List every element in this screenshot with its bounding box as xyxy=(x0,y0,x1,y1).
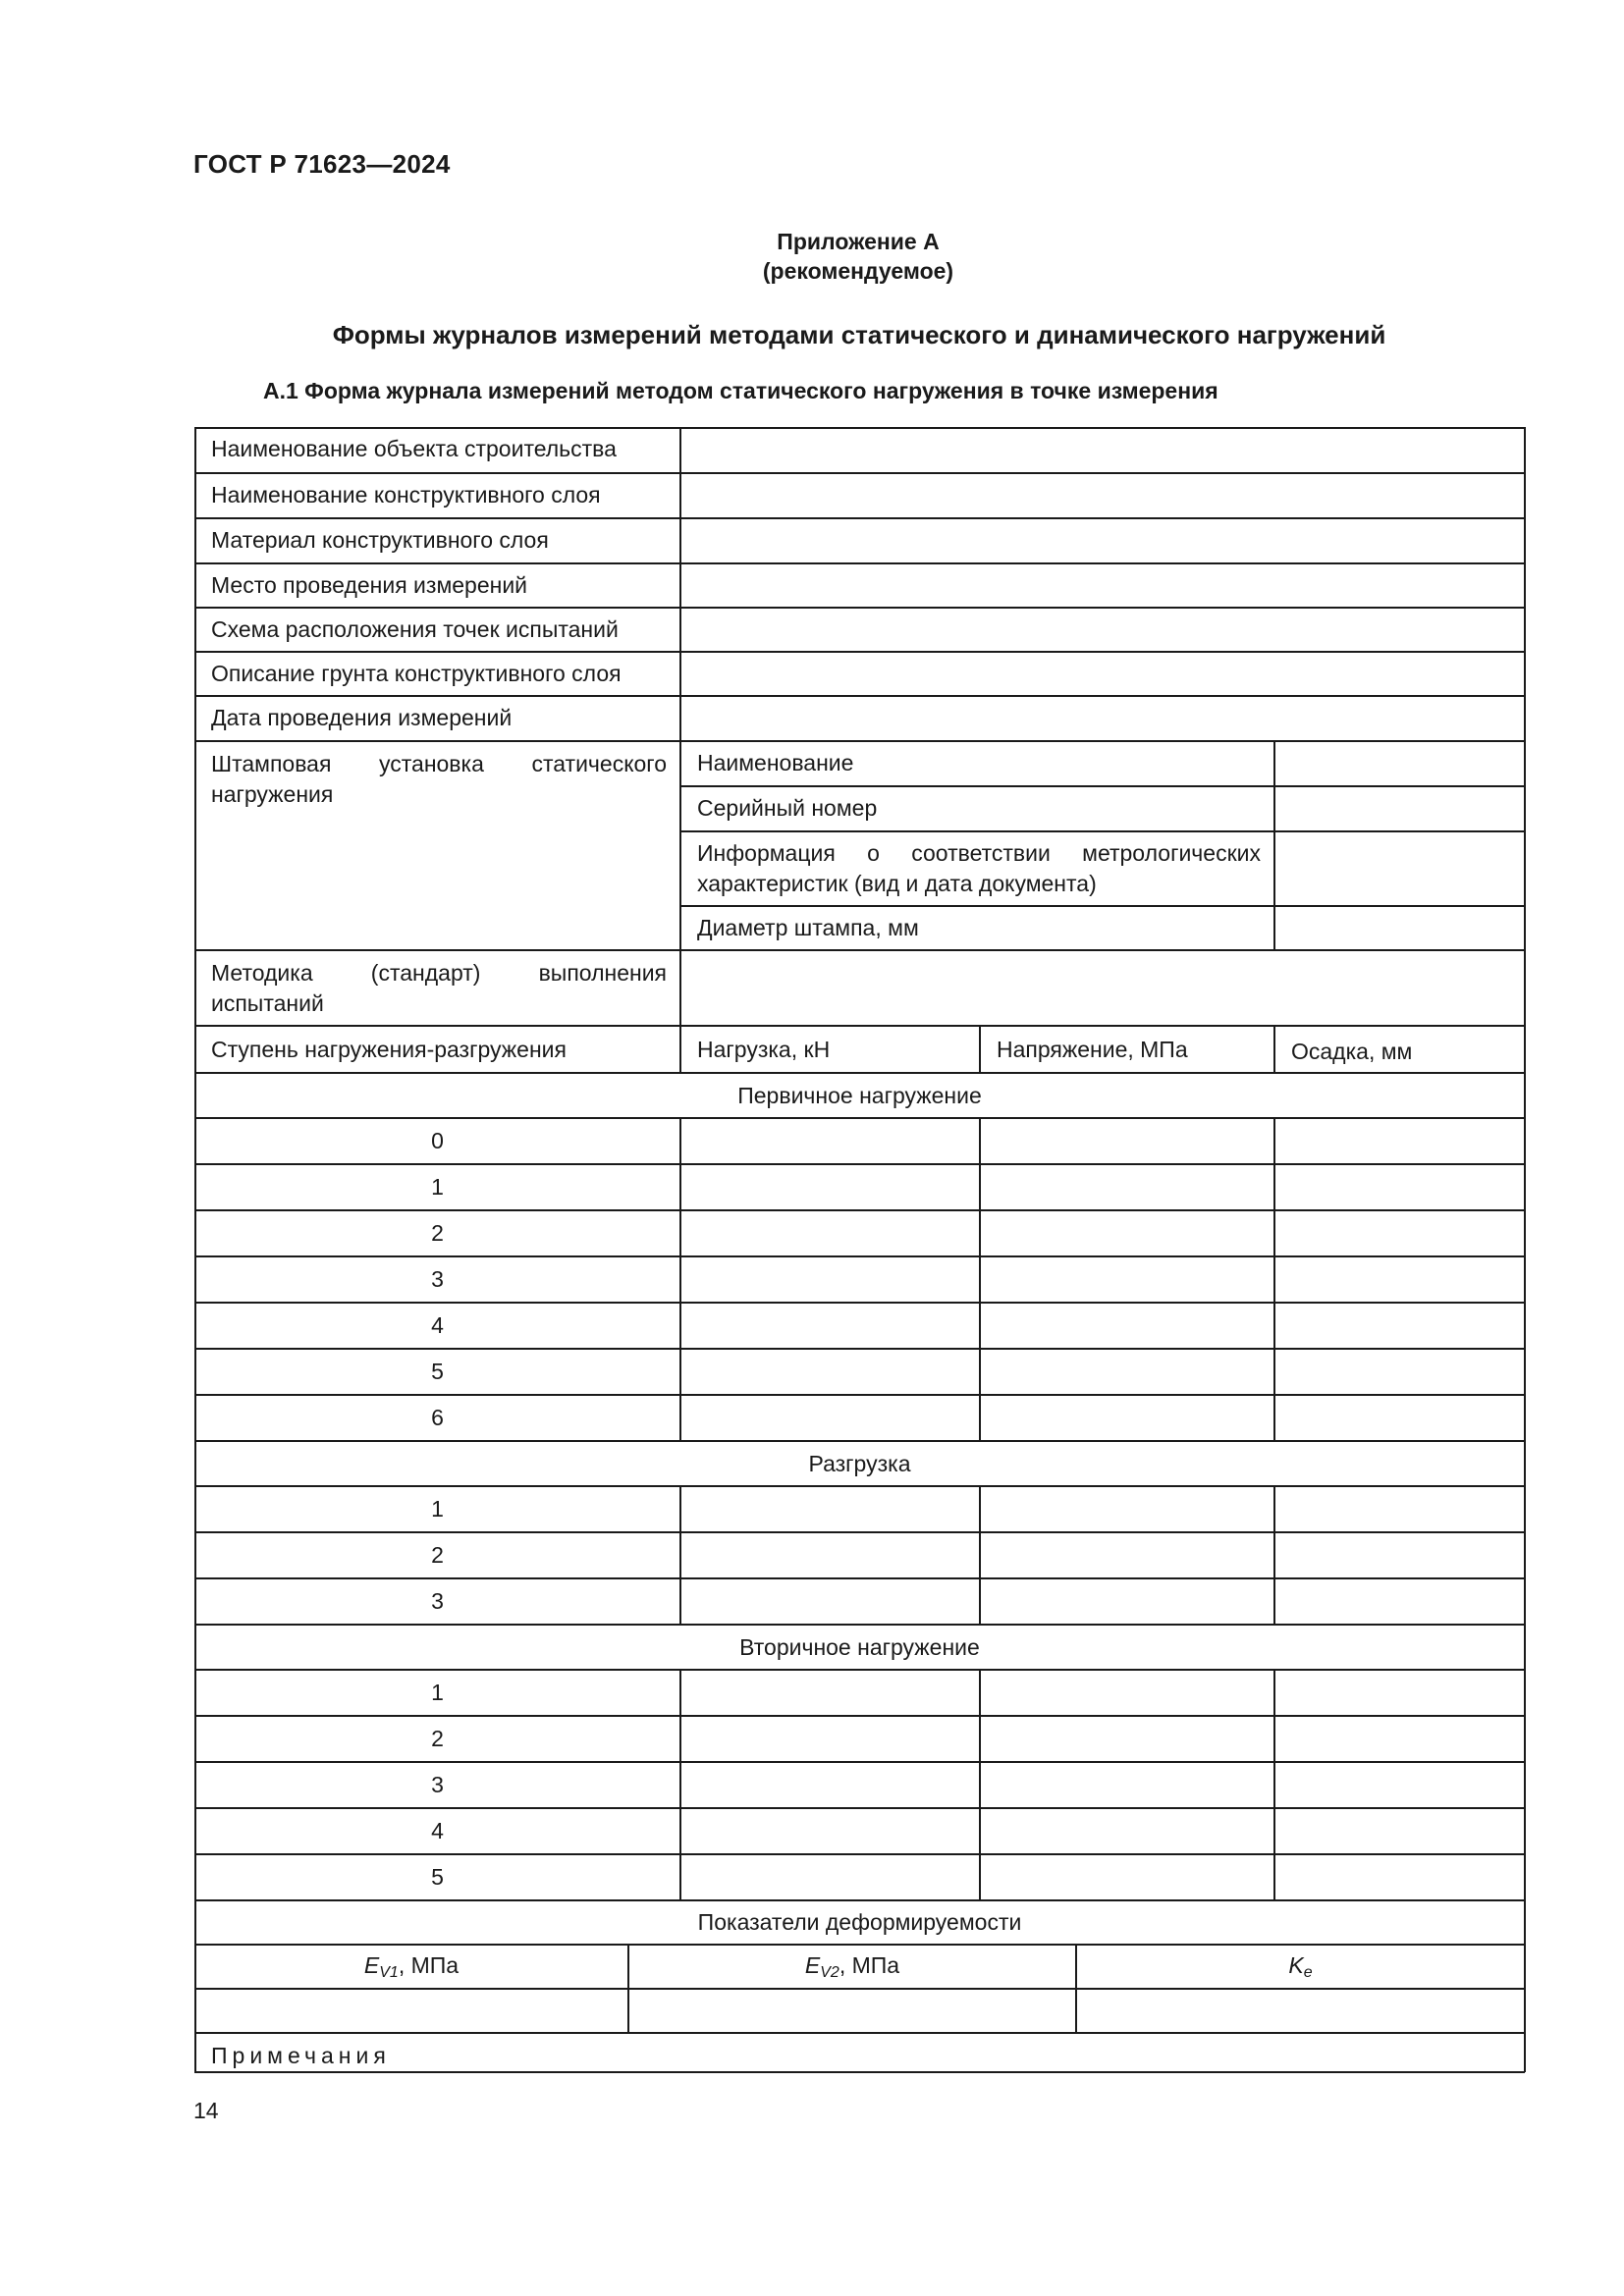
table-rule xyxy=(1273,1762,1275,1808)
table-rule xyxy=(1273,1486,1275,1532)
table-rule xyxy=(679,1808,681,1854)
step-number: 3 xyxy=(431,1772,444,1797)
load-field[interactable] xyxy=(680,1808,980,1854)
table-rule xyxy=(979,1210,981,1256)
table-rule xyxy=(679,1026,681,1073)
stamp-item-value-field[interactable] xyxy=(1274,831,1525,906)
settlement-field[interactable] xyxy=(1274,1118,1525,1164)
info-value-field[interactable] xyxy=(680,696,1525,741)
table-rule xyxy=(1273,1854,1275,1900)
symbol: E xyxy=(363,1952,380,1978)
info-label: Схема расположения точек испытаний xyxy=(211,616,619,642)
table-rule xyxy=(679,1349,681,1395)
symbol: E xyxy=(804,1952,821,1978)
table-rule xyxy=(194,1624,1525,1626)
table-rule xyxy=(1273,1716,1275,1762)
main-title: Формы журналов измерений методами статического и динамического нагружений xyxy=(332,320,1386,349)
page-number: 14 xyxy=(193,2098,219,2123)
stamp-item-label: Наименование xyxy=(697,750,854,775)
table-rule xyxy=(979,1670,981,1716)
table-rule xyxy=(979,1716,981,1762)
info-value-field[interactable] xyxy=(680,608,1525,652)
col-step-header: Ступень нагружения-разгружения xyxy=(211,1037,567,1062)
settlement-field[interactable] xyxy=(1274,1256,1525,1303)
table-rule xyxy=(194,1025,1525,1027)
table-rule xyxy=(1273,1532,1275,1578)
ev1-field[interactable] xyxy=(194,1989,628,2033)
ev2-field[interactable] xyxy=(628,1989,1076,2033)
symbol-subscript: e xyxy=(1303,1964,1313,1981)
table-rule xyxy=(979,1164,981,1210)
info-label: Место проведения измерений xyxy=(211,572,528,598)
stress-field[interactable] xyxy=(980,1716,1274,1762)
load-field[interactable] xyxy=(680,1486,980,1532)
stress-field[interactable] xyxy=(980,1164,1274,1210)
stamp-item-value-field[interactable] xyxy=(1274,906,1525,950)
step-number: 4 xyxy=(431,1312,444,1338)
table-rule xyxy=(979,1854,981,1900)
load-field[interactable] xyxy=(680,1303,980,1349)
table-rule xyxy=(979,1808,981,1854)
table-rule xyxy=(1273,1026,1275,1073)
stamp-item-label: Диаметр штампа, мм xyxy=(697,915,919,940)
info-value-field[interactable] xyxy=(680,473,1525,518)
settlement-field[interactable] xyxy=(1274,1762,1525,1808)
load-field[interactable] xyxy=(680,1256,980,1303)
symbol-subscript: V1 xyxy=(379,1964,399,1981)
step-number: 6 xyxy=(431,1405,444,1430)
table-rule xyxy=(679,1486,681,1532)
info-label: Наименование объекта строительства xyxy=(211,436,617,461)
settlement-field[interactable] xyxy=(1274,1670,1525,1716)
info-value-field[interactable] xyxy=(680,427,1525,473)
load-field[interactable] xyxy=(680,1395,980,1441)
stress-field[interactable] xyxy=(980,1256,1274,1303)
settlement-field[interactable] xyxy=(1274,1578,1525,1625)
table-rule xyxy=(979,1303,981,1349)
document-code: ГОСТ Р 71623—2024 xyxy=(193,149,451,179)
table-rule xyxy=(979,1026,981,1073)
settlement-field[interactable] xyxy=(1274,1532,1525,1578)
stress-field[interactable] xyxy=(980,1349,1274,1395)
load-field[interactable] xyxy=(680,1349,980,1395)
unit: , МПа xyxy=(398,1952,460,1978)
ev2-header xyxy=(628,1950,1076,1988)
table-rule xyxy=(1273,1395,1275,1441)
section-title-secondary: Вторичное нагружение xyxy=(739,1634,980,1660)
step-number: 4 xyxy=(431,1818,444,1843)
step-number: 0 xyxy=(431,1128,444,1153)
stamp-item-label: Информация о соответствии метрологических характеристик (вид и дата документа) xyxy=(697,840,1261,896)
table-rule xyxy=(679,1210,681,1256)
table-rule xyxy=(1273,1578,1275,1625)
settlement-field[interactable] xyxy=(1274,1303,1525,1349)
step-number: 2 xyxy=(431,1220,444,1246)
stress-field[interactable] xyxy=(980,1210,1274,1256)
stress-field[interactable] xyxy=(980,1532,1274,1578)
load-field[interactable] xyxy=(680,1210,980,1256)
annex-status: (рекомендуемое) xyxy=(762,258,954,284)
step-number: 1 xyxy=(431,1174,444,1200)
info-label: Наименование конструктивного слоя xyxy=(211,482,601,507)
step-number: 5 xyxy=(431,1864,444,1890)
table-rule xyxy=(679,1762,681,1808)
info-value-field[interactable] xyxy=(680,518,1525,563)
info-label: Материал конструктивного слоя xyxy=(211,527,549,553)
stress-field[interactable] xyxy=(980,1670,1274,1716)
settlement-field[interactable] xyxy=(1274,1808,1525,1854)
info-label: Описание грунта конструктивного слоя xyxy=(211,661,622,686)
table-rule xyxy=(979,1395,981,1441)
table-rule xyxy=(679,1854,681,1900)
stamp-item-label: Серийный номер xyxy=(697,795,878,821)
stamp-item-value-field[interactable] xyxy=(1274,741,1525,786)
load-field[interactable] xyxy=(680,1762,980,1808)
table-rule xyxy=(979,1578,981,1625)
symbol-subscript: V2 xyxy=(820,1964,839,1981)
settlement-field[interactable] xyxy=(1274,1210,1525,1256)
table-rule xyxy=(194,1899,1525,1901)
table-rule xyxy=(1273,1256,1275,1303)
method-value-field[interactable] xyxy=(680,950,1525,1026)
section-title: А.1 Форма журнала измерений методом статического нагружения в точке измерения xyxy=(263,378,1218,403)
table-rule xyxy=(194,2071,1525,2073)
info-value-field[interactable] xyxy=(680,652,1525,696)
stress-field[interactable] xyxy=(980,1395,1274,1441)
settlement-field[interactable] xyxy=(1274,1486,1525,1532)
table-rule xyxy=(979,1256,981,1303)
settlement-field[interactable] xyxy=(1274,1854,1525,1900)
table-rule xyxy=(1273,1349,1275,1395)
step-number: 3 xyxy=(431,1588,444,1614)
step-number: 1 xyxy=(431,1680,444,1705)
step-number: 1 xyxy=(431,1496,444,1522)
method-label: Методика (стандарт) выполнения испытаний xyxy=(211,960,667,1016)
info-value-field[interactable] xyxy=(680,563,1525,608)
table-rule xyxy=(679,1164,681,1210)
table-rule xyxy=(979,1349,981,1395)
stress-field[interactable] xyxy=(980,1118,1274,1164)
step-number: 2 xyxy=(431,1726,444,1751)
table-rule xyxy=(679,1578,681,1625)
table-rule xyxy=(679,1118,681,1164)
unit: , МПа xyxy=(839,1952,900,1978)
stamp-label: Штамповая установка статического нагружения xyxy=(211,751,667,807)
table-rule xyxy=(979,1118,981,1164)
table-rule xyxy=(979,1762,981,1808)
stress-field[interactable] xyxy=(980,1808,1274,1854)
load-field[interactable] xyxy=(680,1716,980,1762)
table-rule xyxy=(679,1395,681,1441)
step-number: 5 xyxy=(431,1359,444,1384)
table-rule xyxy=(1273,1303,1275,1349)
table-rule xyxy=(194,1944,1525,1946)
table-rule xyxy=(1273,1118,1275,1164)
settlement-field[interactable] xyxy=(1274,1395,1525,1441)
settlement-field[interactable] xyxy=(1274,1716,1525,1762)
annex-title: Приложение А xyxy=(777,229,940,254)
symbol: K xyxy=(1288,1952,1304,1978)
table-rule xyxy=(679,1256,681,1303)
col-settlement-header: Осадка, мм xyxy=(1291,1039,1413,1064)
stress-field[interactable] xyxy=(980,1762,1274,1808)
measurement-journal-table xyxy=(194,427,1525,2072)
table-rule xyxy=(1273,1164,1275,1210)
stress-field[interactable] xyxy=(980,1854,1274,1900)
info-label: Дата проведения измерений xyxy=(211,705,513,730)
table-rule xyxy=(1273,1210,1275,1256)
table-rule xyxy=(1273,1808,1275,1854)
step-number: 2 xyxy=(431,1542,444,1568)
col-load-header: Нагрузка, кН xyxy=(697,1037,831,1062)
table-rule xyxy=(194,1072,1525,1074)
table-rule xyxy=(1273,741,1275,950)
table-rule xyxy=(679,1532,681,1578)
table-rule xyxy=(1273,1670,1275,1716)
section-title-deform: Показатели деформируемости xyxy=(697,1909,1022,1935)
load-field[interactable] xyxy=(680,1164,980,1210)
table-rule xyxy=(979,1532,981,1578)
stress-field[interactable] xyxy=(980,1486,1274,1532)
stamp-item-value-field[interactable] xyxy=(1274,786,1525,831)
step-number: 3 xyxy=(431,1266,444,1292)
settlement-field[interactable] xyxy=(1274,1349,1525,1395)
table-rule xyxy=(979,1486,981,1532)
load-field[interactable] xyxy=(680,1118,980,1164)
notes-label: Примечания xyxy=(211,2043,391,2068)
table-rule xyxy=(194,1440,1525,1442)
load-field[interactable] xyxy=(680,1532,980,1578)
table-rule xyxy=(679,1716,681,1762)
stress-field[interactable] xyxy=(980,1578,1274,1625)
stress-field[interactable] xyxy=(980,1303,1274,1349)
ke-field[interactable] xyxy=(1076,1989,1525,2033)
load-field[interactable] xyxy=(680,1854,980,1900)
table-rule xyxy=(194,2032,1525,2034)
ke-header xyxy=(1076,1950,1525,1988)
load-field[interactable] xyxy=(680,1578,980,1625)
table-rule xyxy=(679,1303,681,1349)
settlement-field[interactable] xyxy=(1274,1164,1525,1210)
col-stress-header: Напряжение, МПа xyxy=(997,1037,1188,1062)
section-title-primary: Первичное нагружение xyxy=(737,1083,982,1108)
section-title-unload: Разгрузка xyxy=(808,1451,911,1476)
load-field[interactable] xyxy=(680,1670,980,1716)
ev1-header xyxy=(194,1950,628,1988)
table-rule xyxy=(679,1670,681,1716)
